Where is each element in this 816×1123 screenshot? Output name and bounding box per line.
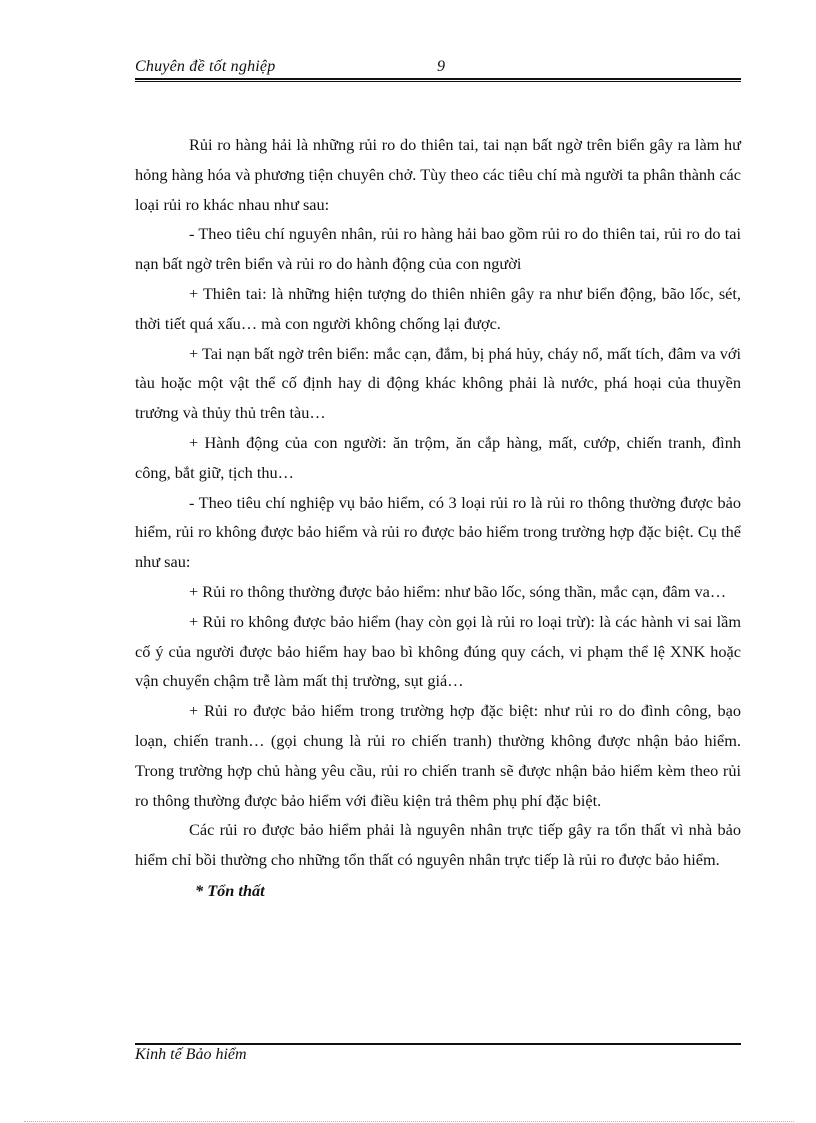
paragraph: + Tai nạn bất ngờ trên biển: mắc cạn, đắm, bị phá hủy, cháy nổ, mất tích, đâm va với tàu hoặc một vật thể cố định hay di động khác không phải là nước, phá hoại của thuyền trưởng và thủy thủ trên tàu… [135,343,741,423]
paragraph: + Thiên tai: là những hiện tượng do thiên nhiên gây ra như biển động, bão lốc, sét, thời tiết quá xấu… mà con người không chống lại được. [135,283,741,333]
paragraph: + Rủi ro không được bảo hiểm (hay còn gọi là rủi ro loại trừ): là các hành vi sai lầm cố ý của người được bảo hiểm hay bao bì không đúng quy cách, vi phạm thể lệ XNK hoặc vận chuyển chậm trễ làm mất thị trường, sụt giá… [135,611,741,691]
document-title: Chuyên đề tốt nghiệp [135,58,276,75]
page-footer: Kinh tế Bảo hiểm [135,1046,247,1063]
header-rule-thin [135,81,741,82]
paragraph: Rủi ro hàng hải là những rủi ro do thiên tai, tai nạn bất ngờ trên biển gây ra làm hư hỏng hàng hóa và phương tiện chuyên chở. Tùy theo các tiêu chí mà người ta phân thành các loại rủi ro khác nhau như sau: [135,135,741,214]
body-text [135,130,741,906]
paragraph: - Theo tiêu chí nghiệp vụ bảo hiểm, có 3 loại rủi ro là rủi ro thông thường được bảo hiểm, rủi ro không được bảo hiểm và rủi ro được bảo hiểm trong trường hợp đặc biệt. Cụ thể như sau: [135,492,741,572]
page-edge-divider [24,1121,794,1122]
paragraph: Các rủi ro được bảo hiểm phải là nguyên nhân trực tiếp gây ra tổn thất vì nhà bảo hiểm chỉ bồi thường cho những tổn thất có nguyên nhân trực tiếp là rủi ro được bảo hiểm. [135,820,741,870]
paragraph: - Theo tiêu chí nguyên nhân, rủi ro hàng hải bao gồm rủi ro do thiên tai, rủi ro do tai nạn bất ngờ trên biển và rủi ro do hành động của con người [135,224,741,274]
paragraph: + Rủi ro thông thường được bảo hiểm: như bão lốc, sóng thần, mắc cạn, đâm va… [189,581,727,601]
page-number: 9 [437,58,445,75]
section-heading: * Tổn thất [195,880,265,900]
footer-rule [135,1043,741,1045]
paragraph: + Rủi ro được bảo hiểm trong trường hợp đặc biệt: như rủi ro do đình công, bạo loạn, chiến tranh… (gọi chung là rủi ro chiến tranh) thường không được nhận bảo hiểm. Trong trường hợp chủ hàng yêu cầu, rủi ro chiến tranh sẽ được nhận bảo hiểm kèm theo rủi ro thông thường được bảo hiểm với điều kiện trả thêm phụ phí đặc biệt. [135,701,741,810]
page-header [135,56,741,78]
header-rule [135,78,741,80]
paragraph: + Hành động của con người: ăn trộm, ăn cắp hàng, mất, cướp, chiến tranh, đình công, bắt giữ, tịch thu… [135,432,741,482]
